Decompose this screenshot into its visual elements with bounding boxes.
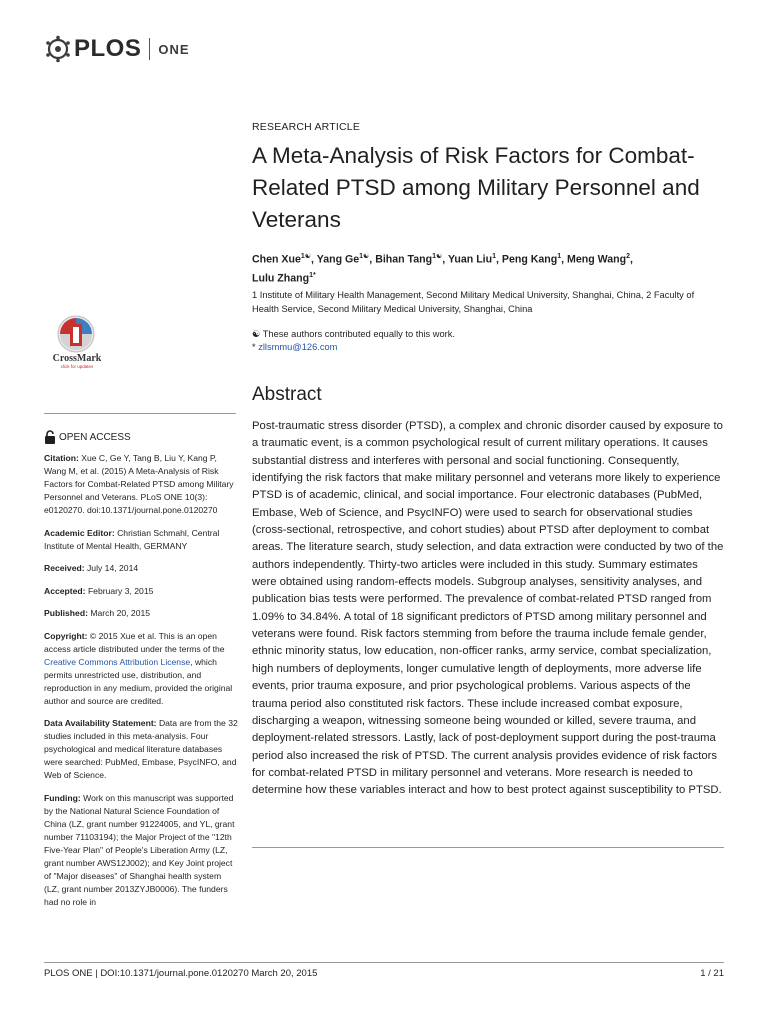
accepted-label: Accepted: xyxy=(44,585,86,596)
published-date: March 20, 2015 xyxy=(90,608,151,618)
citation-text: Xue C, Ge Y, Tang B, Liu Y, Kang P, Wang M, et al. (2015) A Meta-Analysis of Risk Factors for Combat-Related PTSD among Military Personnel and Veterans. PLoS ONE 10(3): e0120270. doi:10.1371/journal.pone.0120270 xyxy=(44,453,234,515)
abstract-heading: Abstract xyxy=(252,384,322,405)
editor-block xyxy=(44,527,238,553)
plos-logo-icon xyxy=(44,35,72,63)
footer-divider xyxy=(44,962,724,963)
logo-separator xyxy=(149,38,150,60)
author-name[interactable]: Yuan Liu xyxy=(447,253,493,266)
data-availability-label: Data Availability Statement: xyxy=(44,718,157,728)
corresponding-marker: * xyxy=(252,341,256,352)
author-name[interactable]: Chen Xue xyxy=(252,253,301,266)
funding-text: Work on this manuscript was supported by the National Natural Science Foundation of China (LZ, grant number 91224005, and YL, grant number 71103194); the Major Project of the "12th Five-Year Plan" of People's Liberation Army (LZ, grant number AWS12J002); and Key Joint project of "Major diseases" of Shanghai health system (LZ, grant number 2013ZYJB0006). The funders had no role in xyxy=(44,792,235,907)
author-sup: 2 xyxy=(626,253,630,260)
received-date: July 14, 2014 xyxy=(87,563,139,573)
funding-block xyxy=(44,792,238,909)
author-name[interactable]: Peng Kang xyxy=(501,253,558,266)
logo-one-text: ONE xyxy=(158,41,190,57)
equal-contribution-note: ☯ These authors contributed equally to this work. xyxy=(252,329,455,339)
open-lock-icon xyxy=(44,430,56,444)
crossmark-subtext[interactable]: click for updates xyxy=(60,364,94,369)
article-info-sidebar xyxy=(44,452,238,918)
copyright-text-pre: © 2015 Xue et al. This is an open access article distributed under the terms of the xyxy=(44,630,225,654)
published-label: Published: xyxy=(44,608,88,618)
author-sup: 1☯ xyxy=(300,253,312,260)
article-title: A Meta-Analysis of Risk Factors for Combat-Related PTSD among Military Personnel and Veterans xyxy=(252,143,700,232)
sidebar-divider xyxy=(44,413,236,414)
data-availability-block xyxy=(44,717,238,782)
author-name[interactable]: Meng Wang xyxy=(567,253,627,266)
footer-citation: PLOS ONE | DOI:10.1371/journal.pone.0120270 March 20, 2015 xyxy=(44,968,318,979)
article-type: RESEARCH ARTICLE xyxy=(252,121,361,133)
editor-text: Christian Schmahl, Central Institute of Mental Health, GERMANY xyxy=(44,527,220,551)
editor-label: Academic Editor: xyxy=(44,527,115,538)
corresponding-email-line xyxy=(252,341,722,354)
copyright-block xyxy=(44,630,238,708)
copyright-text-post: , which permits unrestricted use, distribution, and reproduction in any medium, provided the original author and source are credited. xyxy=(44,656,233,706)
open-access-badge[interactable] xyxy=(44,430,131,444)
accepted-block xyxy=(44,585,238,598)
license-link[interactable]: Creative Commons Attribution License xyxy=(44,656,191,667)
author-sup: 1☯ xyxy=(432,253,443,260)
author-name[interactable]: Bihan Tang xyxy=(375,253,433,266)
author-sup: 1 xyxy=(492,253,497,260)
published-block xyxy=(44,607,238,620)
received-label: Received: xyxy=(44,563,85,573)
abstract-divider xyxy=(252,847,724,848)
crossmark-label[interactable]: CrossMark xyxy=(52,353,102,364)
received-block xyxy=(44,562,238,575)
page-number: 1 / 21 xyxy=(700,968,724,979)
copyright-label: Copyright: xyxy=(44,630,88,641)
contribution-notes xyxy=(252,328,722,353)
citation-label: Citation: xyxy=(44,453,79,463)
author-sup: 1 xyxy=(557,253,562,260)
abstract-body: Post-traumatic stress disorder (PTSD), a complex and chronic disorder caused by exposure to a traumatic event, is a common psychological result of current military operations. It causes substantial distress and interferes with personal and social functioning. Consequently, identifying the risk factors that make military personnel and veterans more likely to experience PTSD is of academic, clinical, and social importance. Four electronic databases (PubMed, Embase, Web of Science, and PsycINFO) were used to search for observational studies (cross-sectional, retrospective, and cohort studies) about PTSD after deployment to combat areas. The literature search, study selection, and data extraction were conducted by two of the authors independently. Thirty-two articles were included in this study. Summary estimates were obtained using random-effects models. Subgroup analyses, sensitivity analyses, and publication bias tests were performed. The prevalence of combat-related PTSD ranged from 1.09% to 34.84%. A total of 18 significant predictors of PTSD among military personnel and veterans were found. Risk factors stemming from before the trauma include female gender, ethnic minority status, low education, non-officer ranks, army service, combat specialization, high numbers of deployments, longer cumulative length of deployments, more adverse life events, prior trauma exposure, and prior psychological problems. Various aspects of the trauma period also constituted risk factors. These include increased combat exposure, discharging a weapon, witnessing someone being wounded or killed, severe trauma, and deployment-related stressors. Lastly, lack of post-deployment support during the post-trauma period also increased the risk of PTSD. The current analysis provides evidence of risk factors for combat-related PTSD in military personnel and veterans. More research is needed to determine how these variables interact and how to best protect against susceptibility to PTSD. xyxy=(252,420,724,797)
citation-block xyxy=(44,452,238,517)
author-list: Chen Xue$^{1☯}$, Yang $Ge^{1☯}$, Bihan Tang$^{1☯}$, Yuan Liu$^1$, Peng Kang$^1$, Meng Wang$^2$, Lulu Zhang$^{1*}$ xyxy=(252,253,633,285)
data-availability-text: Data are from the 32 studies included in this meta-analysis. Four psychological and medical literature databases were searched: PubMed, Embase, PsycINFO, and Web of Science. xyxy=(44,718,238,780)
affiliations: 1 Institute of Military Health Management, Second Military Medical University, Shanghai, China, 2 Faculty of Health Service, Second Military Medical University, Shanghai, China xyxy=(252,290,695,314)
author-name[interactable]: Yang Ge xyxy=(316,253,360,266)
funding-label: Funding: xyxy=(44,792,81,803)
logo-plos-text: PLOS xyxy=(74,35,142,62)
author-sup: 1* xyxy=(309,271,316,279)
plos-one-logo[interactable] xyxy=(44,34,190,64)
author-name[interactable]: Lulu Zhang xyxy=(252,272,310,285)
author-sup: 1☯ xyxy=(359,253,370,260)
accepted-date: February 3, 2015 xyxy=(87,585,154,596)
corresponding-email-link[interactable]: zllsmmu@126.com xyxy=(258,341,338,352)
open-access-label: OPEN ACCESS xyxy=(59,431,131,443)
